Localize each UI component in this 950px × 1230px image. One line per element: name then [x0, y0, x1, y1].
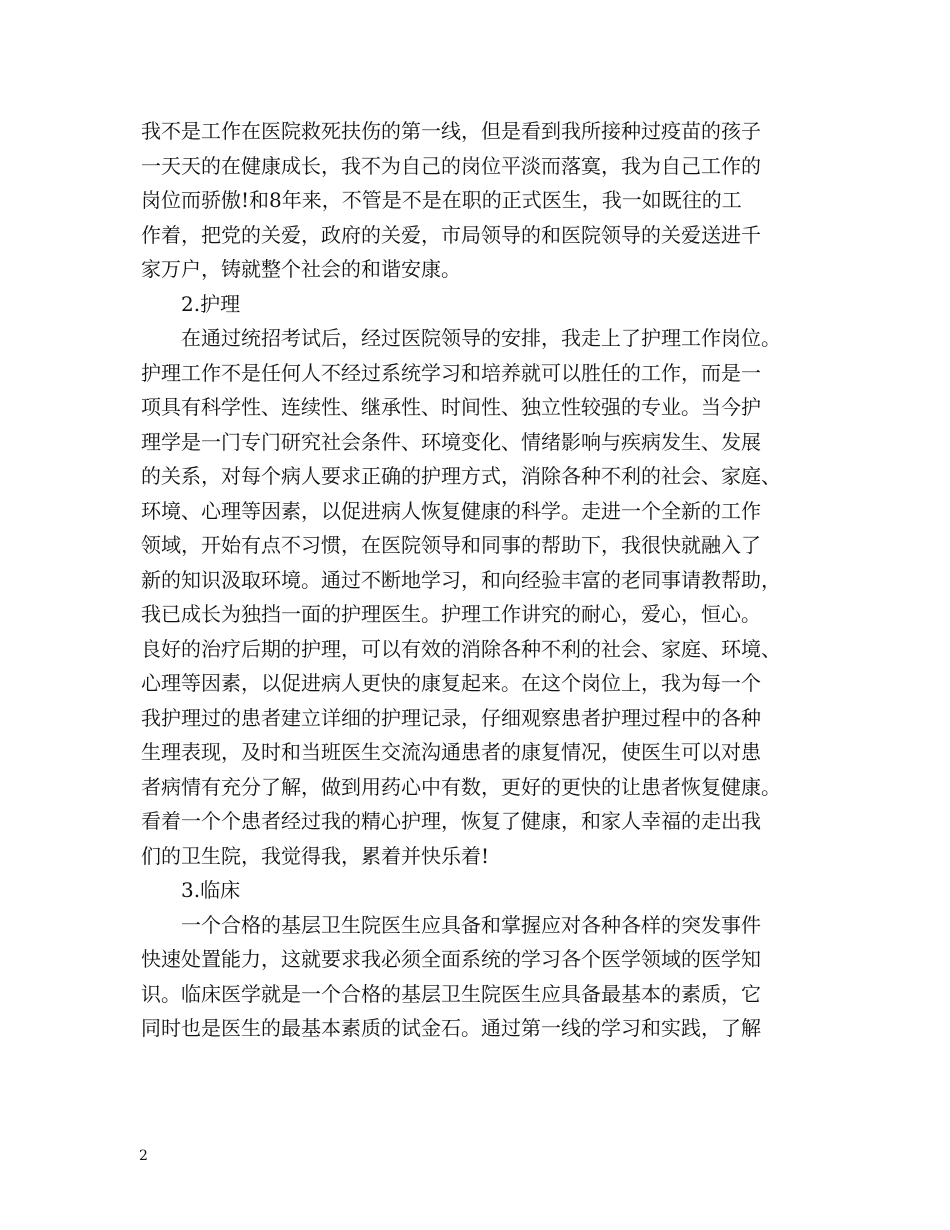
- text-line: 我已成长为独挡一面的护理医生。护理工作讲究的耐心，爱心，恒心。: [141, 602, 761, 626]
- text-line: 们的卫生院，我觉得我，累着并快乐着!: [141, 843, 490, 868]
- text-line: 理学是一门专门研究社会条件、环境变化、情绪影响与疾病发生、发展: [141, 429, 761, 454]
- text-line: 在通过统招考试后，经过医院领导的安排，我走上了护理工作岗位。: [181, 326, 781, 350]
- section-heading-clinical: 3.临床: [181, 878, 241, 902]
- text-line: 者病情有充分了解，做到用药心中有数，更好的更快的让患者恢复健康。: [141, 774, 781, 799]
- page-number: 2: [139, 1148, 148, 1164]
- text-line: 良好的治疗后期的护理，可以有效的消除各种不利的社会、家庭、环境、: [141, 636, 781, 661]
- text-line: 环境、心理等因素，以促进病人恢复健康的科学。走进一个全新的工作: [141, 498, 761, 523]
- text-line: 岗位而骄傲!和8年来，不管是不是在职的正式医生，我一如既往的工: [141, 188, 742, 212]
- text-line: 项具有科学性、连续性、继承性、时间性、独立性较强的专业。当今护: [141, 395, 761, 419]
- text-line: 新的知识汲取环境。通过不断地学习，和向经验丰富的老同事请教帮助，: [141, 567, 781, 592]
- text-line: 领域，开始有点不习惯，在医院领导和同事的帮助下，我很快就融入了: [141, 533, 761, 557]
- text-line: 我护理过的患者建立详细的护理记录，仔细观察患者护理过程中的各种: [141, 705, 761, 730]
- text-line: 生理表现，及时和当班医生交流沟通患者的康复情况，使医生可以对患: [141, 740, 761, 764]
- text-line: 我不是工作在医院救死扶伤的第一线，但是看到我所接种过疫苗的孩子: [141, 119, 761, 143]
- text-line: 一个合格的基层卫生院医生应具备和掌握应对各种各样的突发事件: [181, 912, 761, 937]
- text-line: 的关系，对每个病人要求正确的护理方式，消除各种不利的社会、家庭、: [141, 464, 781, 488]
- text-line: 同时也是医生的最基本素质的试金石。通过第一线的学习和实践，了解: [141, 1016, 761, 1040]
- body-text: [141, 114, 831, 1046]
- section-heading-nursing: 2.护理: [181, 291, 241, 316]
- text-line: 作着，把党的关爱，政府的关爱，市局领导的和医院领导的关爱送进千: [141, 222, 761, 247]
- text-line: 心理等因素，以促进病人更快的康复起来。在这个岗位上，我为每一个: [141, 671, 761, 695]
- text-line: 快速处置能力，这就要求我必须全面系统的学习各个医学领域的医学知: [141, 947, 761, 971]
- text-line: 识。临床医学就是一个合格的基层卫生院医生应具备最基本的素质，它: [141, 981, 761, 1006]
- text-line: 看着一个个患者经过我的精心护理，恢复了健康，和家人幸福的走出我: [141, 809, 761, 833]
- text-line: 家万户，铸就整个社会的和谐安康。: [141, 257, 461, 281]
- text-line: 护理工作不是任何人不经过系统学习和培养就可以胜任的工作，而是一: [141, 360, 761, 385]
- text-line: 一天天的在健康成长，我不为自己的岗位平淡而落寞，我为自己工作的: [141, 153, 761, 178]
